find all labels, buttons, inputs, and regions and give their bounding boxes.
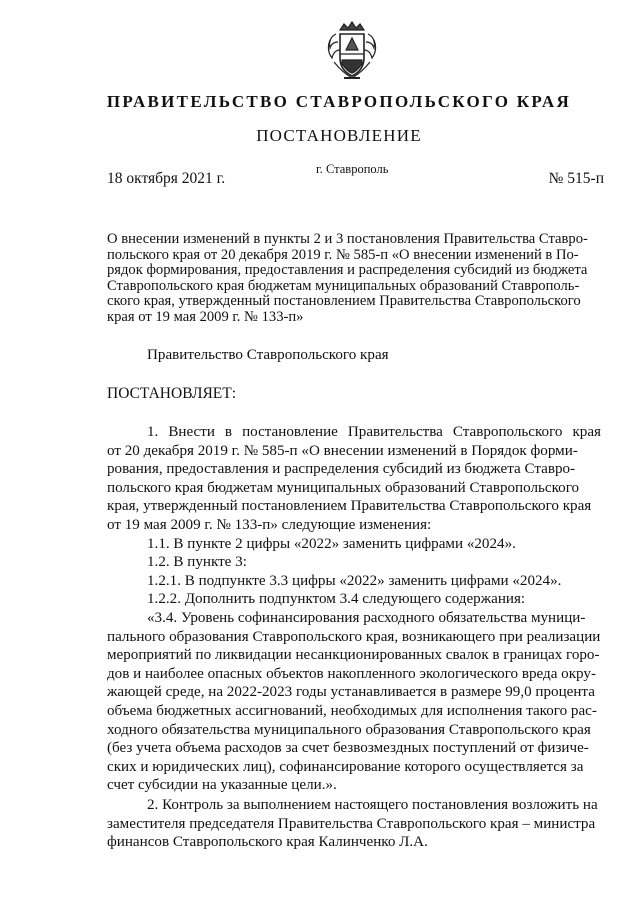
item-line: 1.1. В пункте 2 цифры «2022» заменить цифрами «2024».	[147, 535, 516, 552]
subject-line: рядок формирования, предоставления и распределения субсидий из бюджета	[107, 262, 588, 278]
para1-line: польского края бюджетам муниципальных образований Ставропольского	[107, 479, 580, 496]
government-title: ПРАВИТЕЛЬСТВО СТАВРОПОЛЬСКОГО КРАЯ	[106, 92, 572, 111]
para2-line: заместителя председателя Правительства Ставропольского края – министра	[107, 815, 596, 832]
subject-line: Ставропольского края бюджетам муниципальных образований Ставрополь-	[107, 277, 580, 294]
quote-line: счет субсидии на указанные цели.».	[107, 777, 337, 794]
quote-line: дов и наиболее опасных объектов накопленного экологического вреда окру-	[107, 665, 596, 682]
issuer: Правительство Ставропольского края	[147, 347, 389, 363]
quote-line: мероприятий по ликвидации несанкционированных свалок в границах горо-	[107, 647, 600, 664]
para1-line: от 20 декабря 2019 г. № 585-п «О внесении изменений в Порядок форми-	[107, 442, 578, 459]
issuer-line	[107, 346, 601, 365]
quote-line: жающей среде, на 2022-2023 годы устанавливается в размере 99,0 процента	[107, 684, 595, 701]
quote-line: «3.4. Уровень софинансирования расходного обязательства муници-	[147, 609, 586, 626]
para2-line: 2. Контроль за выполнением настоящего постановления возложить на	[147, 797, 598, 813]
paragraph-2	[107, 796, 601, 852]
subject-line: края от 19 мая 2009 г. № 133-п»	[107, 308, 304, 325]
document-city: г. Ставрополь	[316, 162, 389, 176]
subject-line: польского края от 20 декабря 2019 г. № 585-п «О внесении изменений в По-	[107, 246, 579, 263]
para1-line: 1. Внести в постановление Правительства Ставропольского края	[147, 424, 601, 440]
document-date: 18 октября 2021 г.	[107, 170, 226, 187]
para1-line: рования, предоставления и распределения субсидий из бюджета Ставро-	[107, 461, 576, 478]
quote-line: ских и юридических лиц), софинансирование которого осуществляется за	[107, 758, 584, 775]
quote-line: пального образования Ставропольского края, возникающего при реализации	[107, 628, 601, 645]
document-type: ПОСТАНОВЛЕНИЕ	[256, 126, 422, 145]
para2-line: финансов Ставропольского края Калинченко Л.А.	[107, 834, 428, 851]
quote-line: ходного обязательства муниципального образования Ставропольского края	[107, 721, 591, 738]
item-line: 1.2. В пункте 3:	[147, 554, 247, 571]
document-subject	[107, 232, 601, 325]
para1-line: края, утвержденный постановлением Правительства Ставропольского края	[107, 498, 592, 515]
coat-of-arms-icon	[326, 20, 378, 82]
decree-line	[107, 385, 601, 404]
item-line: 1.2.1. В подпункте 3.3 цифры «2022» заменить цифрами «2024».	[147, 572, 562, 589]
subject-line: О внесении изменений в пункты 2 и 3 постановления Правительства Ставро-	[107, 231, 588, 247]
quote-line: объема бюджетных ассигнований, необходимых для исполнения такого рас-	[107, 702, 597, 719]
para1-line: от 19 мая 2009 г. № 133-п» следующие изменения:	[107, 516, 432, 533]
paragraph-1	[107, 423, 601, 795]
item-line: 1.2.2. Дополнить подпунктом 3.4 следующего содержания:	[147, 591, 526, 608]
subject-line: ского края, утвержденный постановлением Правительства Ставропольского	[107, 293, 581, 309]
document-number: № 515-п	[548, 170, 604, 187]
quote-line: (без учета объема расходов за счет безвозмездных поступлений от физиче-	[107, 740, 589, 757]
decree-word: ПОСТАНОВЛЯЕТ:	[107, 385, 237, 402]
